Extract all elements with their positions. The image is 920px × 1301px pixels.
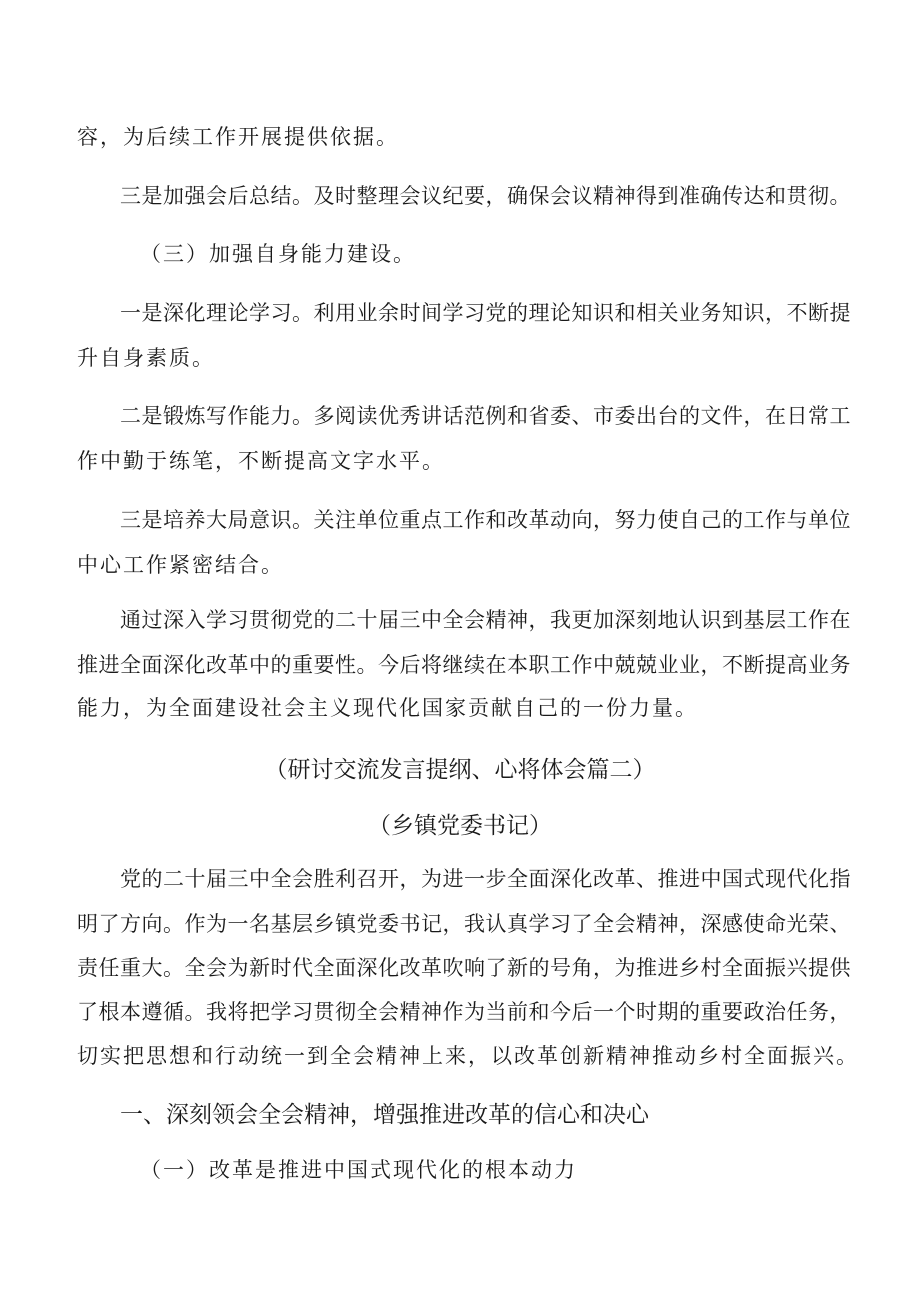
- text-line: （三）加强自身能力建设。: [140, 242, 416, 266]
- intro-line: 党的二十届三中全会胜利召开，为进一步全面深化改革、推进中国式现代化指: [120, 867, 851, 891]
- text-line: 容，为后续工作开展提供依据。: [77, 125, 399, 149]
- intro-line: 了根本遵循。我将把学习贯彻全会精神作为当前和今后一个时期的重要政治任务，: [77, 1000, 851, 1024]
- text-line: 升自身素质。: [77, 346, 215, 370]
- section-heading: 一、深刻领会全会精神，增强推进改革的信心和决心: [120, 1102, 649, 1128]
- text-line: 一是深化理论学习。利用业余时间学习党的理论知识和相关业务知识，不断提: [120, 301, 851, 325]
- document-subtitle: （乡镇党委书记）: [368, 813, 552, 839]
- text-line: 三是加强会后总结。及时整理会议纪要，确保会议精神得到准确传达和贯彻。: [120, 184, 851, 208]
- intro-line: 责任重大。全会为新时代全面深化改革吹响了新的号角，为推进乡村全面振兴提供: [77, 956, 851, 980]
- subsection-heading: （一）改革是推进中国式现代化的根本动力: [140, 1158, 577, 1182]
- text-line: 推进全面深化改革中的重要性。今后将继续在本职工作中兢兢业业，不断提高业务: [77, 653, 851, 677]
- text-line: 三是培养大局意识。关注单位重点工作和改革动向，努力使自己的工作与单位: [120, 508, 851, 532]
- text-line: 中心工作紧密结合。: [77, 553, 284, 577]
- text-line: 能力，为全面建设社会主义现代化国家贡献自己的一份力量。: [77, 696, 698, 720]
- text-line: 作中勤于练笔，不断提高文字水平。: [77, 449, 445, 473]
- intro-line: 切实把思想和行动统一到全会精神上来，以改革创新精神推动乡村全面振兴。: [77, 1044, 859, 1068]
- intro-line: 明了方向。作为一名基层乡镇党委书记，我认真学习了全会精神，深感使命光荣、: [77, 912, 851, 936]
- text-line: 二是锻炼写作能力。多阅读优秀讲话范例和省委、市委出台的文件，在日常工: [120, 404, 851, 428]
- document-title: （研讨交流发言提纲、心将体会篇二）: [264, 757, 656, 783]
- text-line: 通过深入学习贯彻党的二十届三中全会精神，我更加深刻地认识到基层工作在: [120, 608, 851, 632]
